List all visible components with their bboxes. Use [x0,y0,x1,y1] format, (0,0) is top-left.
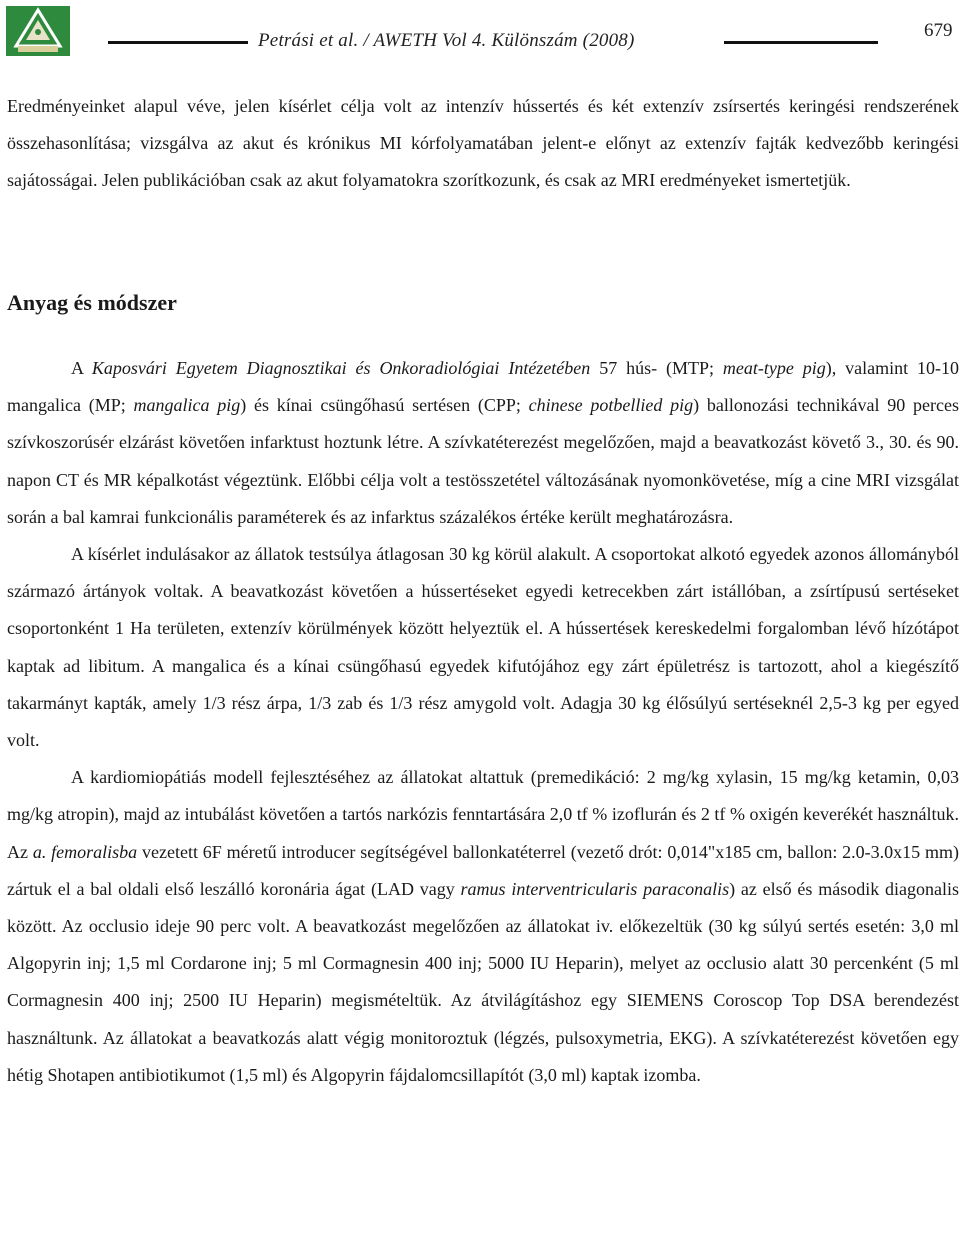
methods-paragraph-2: A kísérlet indulásakor az állatok testsúlya átlagosan 30 kg körül alakult. A csoportokat alkotó egyedek azonos állományból származó ártányok voltak. A beavatkozást követően a hússertéseket egyedi ketrecekben zárt istállóban, a zsírtípusú sertéseket csoportonként 1 Ha területen, extenzív körülmények között helyeztük el. A hússertések kereskedelmi forgalomban lévő hízótápot kaptak ad libitum. A mangalica és a kínai csüngőhasú egyedek kifutójához egy zárt épületrész is tartozott, ahol a kiegészítő takarmányt kapták, amely 1/3 rész árpa, 1/3 zab és 1/3 rész amygold volt. Adagja 30 kg élősúlyú sertéseknél 2,5-3 kg per egyed volt. [7,544,959,751]
methods-paragraph-1 [7,350,959,536]
page-header [0,0,960,80]
text-run: ) ballonozási technikával 90 perces szívkoszorúsér elzárást követően infarktust hoztunk létre. A szívkatéterezést megelőzően, majd a beavatkozást követő 3., 30. és 90. napon CT és MR képalkotást végeztünk. Előbbi célja volt a testösszetétel változásának nyomonkövetése, míg a cine MRI vizsgálat során a bal kamrai funkcionális paraméterek és az infarktus százalékos értéke került meghatározásra. [7,395,959,527]
intro-paragraph: Eredményeinket alapul véve, jelen kísérlet célja volt az intenzív hússertés és két extenzív zsírsertés keringési rendszerének összehasonlítása; vizsgálva az akut és krónikus MI kórfolyamatában jelent-e előnyt az extenzív fajták kedvezőbb keringési sajátosságai. Jelen publikációban csak az akut folyamatokra szorítkozunk, és csak az MRI eredményeket ismertetjük. [7,96,959,191]
latin-term: meat-type pig [722,358,826,378]
journal-logo-icon [6,6,70,56]
methods-paragraph-3 [7,759,959,1094]
text-run: 57 hús- (MTP; [590,358,723,378]
text-run: ) az első és második diagonalis között. Az occlusio ideje 90 perc volt. A beavatkozást megelőzően az állatokat iv. előkezeltük (30 kg súlyú sertés esetén: 3,0 ml Algopyrin inj; 1,5 ml Cordarone inj; 5 ml Cormagnesin 400 inj; 5000 IU Heparin), melyet az occlusio alatt 30 percenként (5 ml Cormagnesin 400 inj; 2500 IU Heparin) megismételtük. Az átvilágításhoz egy SIEMENS Coroscop Top DSA berendezést használtunk. Az állatokat a beavatkozás alatt végig monitoroztuk (légzés, pulsoxymetria, EKG). A szívkatéterezést követően egy hétig Shotapen antibiotikumot (1,5 ml) és Algopyrin fájdalomcsillapítót (3,0 ml) kaptak izomba. [7,878,959,1085]
text-run: ) és kínai csüngőhasú sertésen (CPP; [240,395,529,416]
section-heading-wrap [7,288,177,318]
latin-term: chinese potbellied pig [528,395,694,416]
running-head: Petrási et al. / AWETH Vol 4. Különszám (2008) [258,30,635,51]
latin-term: mangalica pig [133,395,241,416]
header-rule-left [108,41,248,44]
section-heading: Anyag és módszer [7,290,177,315]
text-run: ), valamint 10-10 mangalica (MP; [7,358,959,416]
institution-name: Kaposvári Egyetem Diagnosztikai és Onkoradiológiai Intézetében [91,358,591,378]
latin-term: ramus interventricularis paraconalis [460,878,730,899]
text-run: A [71,358,92,378]
intro-block [7,88,959,200]
header-rule-right [724,41,878,44]
text-run: vezetett 6F méretű introducer segítségével ballonkatéterrel (vezető drót: 0,014"x185 cm, ballon: 2.0-3.0x15 mm) zártuk el a bal oldali első leszálló koronária ágat (LAD vagy [7,841,959,899]
text-run: A kardiomiopátiás modell fejlesztéséhez az állatokat altattuk (premedikáció: 2 mg/kg xylasin, 15 mg/kg ketamin, 0,03 mg/kg atropin), majd az intubálást követően a tartós narkózis fenntartására 2,0 tf % izoflurán és 2 tf % oxigén keverékét használtuk. Az [7,767,959,862]
latin-term: a. femoralisba [32,841,138,862]
methods-section [7,350,959,1094]
page-number: 679 [924,20,953,41]
